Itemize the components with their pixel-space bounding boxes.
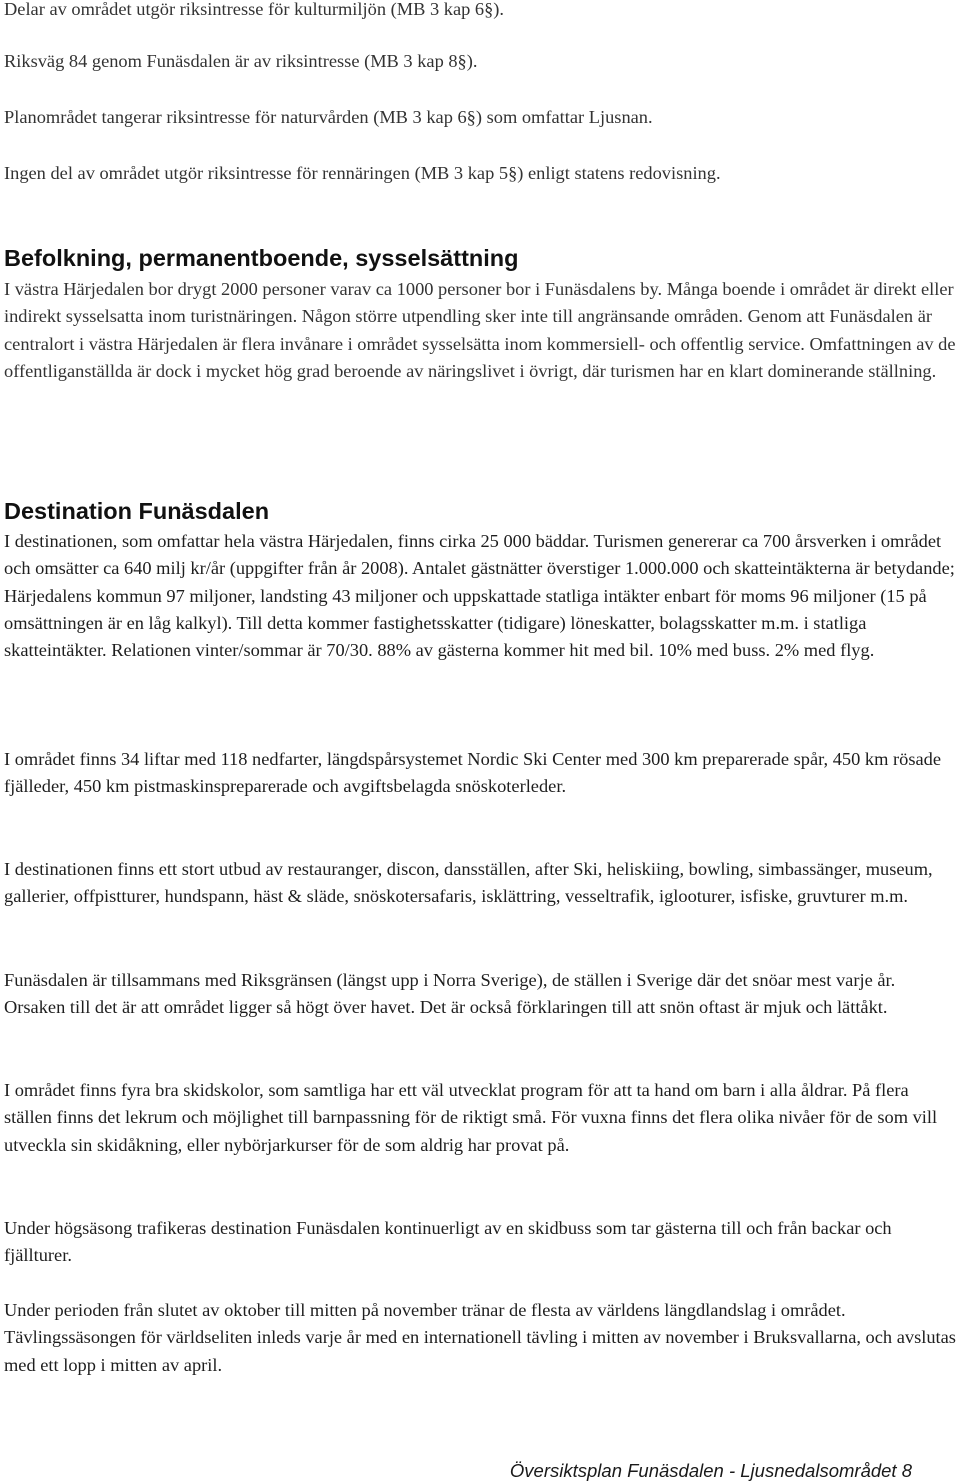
destination-paragraph-5: I området finns fyra bra skidskolor, som samtliga har ett väl utvecklat program för att ta hand om barn i alla åldrar. På flera ställen finns det lekrum och möjlighet till barnpassning för de riktigt små. För vuxna finns det flera olika nivåer för de som vill utveckla sin skidåkning, eller nybörjarkurser för de som aldrig har provat på. [4, 1080, 938, 1155]
destination-paragraph-3: I destinationen finns ett stort utbud av restauranger, discon, dansställen, after Ski, heliskiing, bowling, simbassänger, museum, gallerier, offpistturer, hundspann, häst & släde, snöskotersafaris, isklättring, vesseltrafik, iglooturer, isfiske, gruvturer m.m. [4, 859, 933, 907]
destination-paragraph-4: Funäsdalen är tillsammans med Riksgränsen (längst upp i Norra Sverige), de ställen i Sverige där det snöar mest varje år. Orsaken till det är att området ligger så högt över havet. Det är också förklaringen till att snön oftast är mjuk och lättåkt. [4, 970, 896, 1018]
intro-line-2: Riksväg 84 genom Funäsdalen är av riksintresse (MB 3 kap 8§). [4, 51, 478, 71]
intro-line-1: Delar av området utgör riksintresse för kulturmiljön (MB 3 kap 6§). [4, 0, 505, 19]
destination-paragraph-6: Under högsäsong trafikeras destination Funäsdalen kontinuerligt av en skidbuss som tar gästerna till och från backar och fjällturer. [4, 1218, 892, 1266]
intro-line-3: Planområdet tangerar riksintresse för naturvården (MB 3 kap 6§) som omfattar Ljusnan. [4, 107, 653, 127]
destination-paragraph-7: Under perioden från slutet av oktober till mitten på november tränar de flesta av världens längdlandslag i området. Tävlingssäsongen för världseliten inleds varje år med en internationell tävling i mitten av november i Bruksvallarna, och avslutas med ett lopp i mitten av april. [4, 1300, 956, 1375]
befolkning-paragraph: I västra Härjedalen bor drygt 2000 personer varav ca 1000 personer bor i Funäsdalens by. Många boende i området är direkt eller indirekt sysselsatta inom turistnäringen. Någon större utpendling sker inte till angränsande områden. Genom att Funäsdalen är centralort i västra Härjedalen är flera invånare i området sysselsätta inom kommersiell- och offentlig service. Omfattningen av de offentliganställda är dock i mycket hög grad beroende av näringslivet i övrigt, där turismen har en klart dominerande ställning. [4, 279, 956, 381]
section-heading-destination: Destination Funäsdalen [4, 498, 270, 524]
destination-paragraph-1: I destinationen, som omfattar hela västra Härjedalen, finns cirka 25 000 bäddar. Turismen genererar ca 700 årsverken i området och omsätter ca 640 milj kr/år (uppgifter från år 2008). Antalet gästnätter överstiger 1.000.000 och skatteintäkterna är betydande; Härjedalens kommun 97 miljoner, landsting 43 miljoner och uppskattade statliga intäkter enbart för moms 96 miljoner (15 på omsättningen är en låg kalkyl). Till detta kommer fastighetsskatter (tidigare) löneskatter, bolagsskatter m.m. i statliga skatteintäkter. Relationen vinter/sommar är 70/30. 88% av gästerna kommer hit med bil. 10% med buss. 2% med flyg. [4, 531, 955, 661]
destination-paragraph-2: I området finns 34 liftar med 118 nedfarter, längdspårsystemet Nordic Ski Center med 300 km preparerade spår, 450 km rösade fjälleder, 450 km pistmaskinspreparerade och avgiftsbelagda snöskoterleder. [4, 749, 942, 797]
section-heading-befolkning: Befolkning, permanentboende, sysselsättning [4, 245, 519, 271]
page-footer: Översiktsplan Funäsdalen - Ljusnedalsområdet 8 [509, 1460, 912, 1481]
intro-line-4: Ingen del av området utgör riksintresse för rennäringen (MB 3 kap 5§) enligt statens redovisning. [4, 163, 721, 183]
